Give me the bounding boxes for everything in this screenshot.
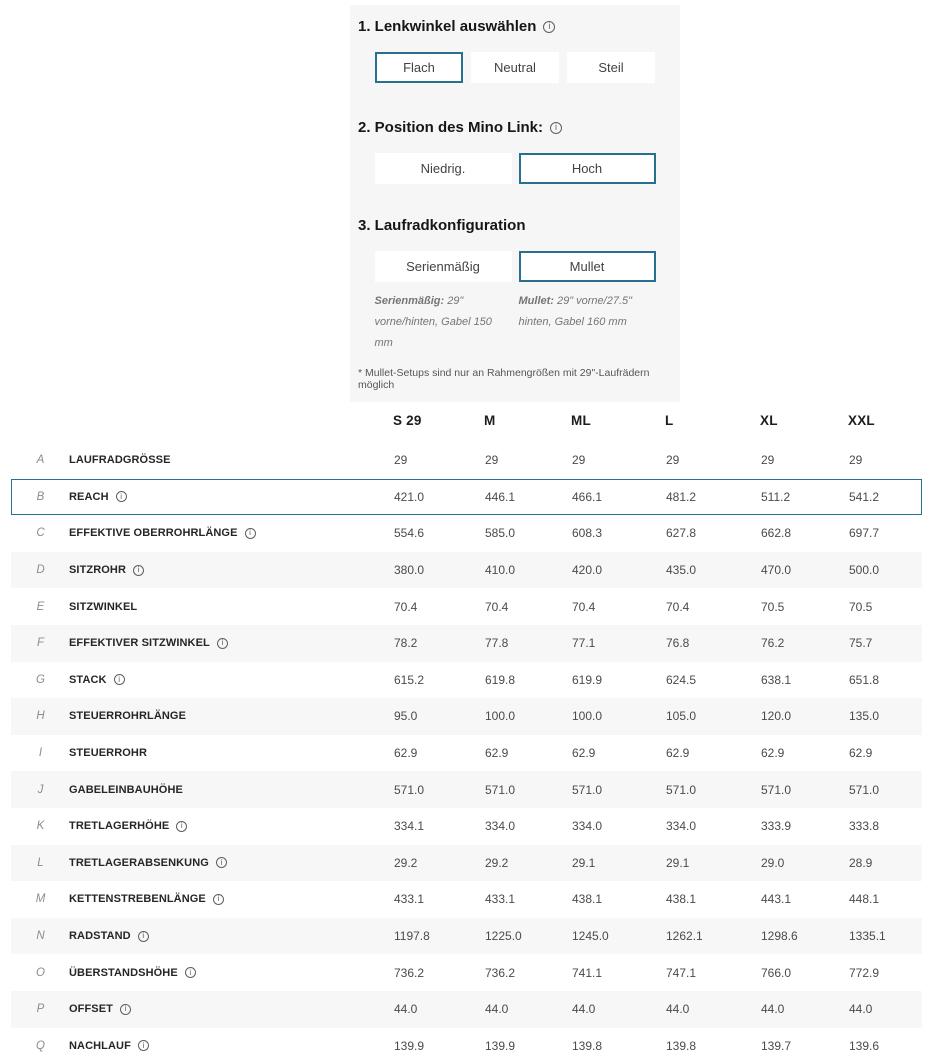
row-label-cell bbox=[69, 1040, 394, 1052]
row-value: 139.8 bbox=[666, 1039, 761, 1053]
row-value: 29 bbox=[666, 453, 761, 467]
column-header-xl: XL bbox=[760, 413, 848, 428]
lenkwinkel-options bbox=[350, 52, 680, 83]
section-title-text: 1. Lenkwinkel auswählen bbox=[358, 18, 536, 35]
row-value: 76.8 bbox=[666, 636, 761, 650]
section-title-text: 3. Laufradkonfiguration bbox=[358, 217, 526, 234]
row-letter: P bbox=[12, 1003, 69, 1015]
row-label-cell bbox=[69, 527, 394, 539]
row-value: 62.9 bbox=[572, 746, 666, 760]
table-row[interactable] bbox=[11, 588, 922, 625]
row-value: 29 bbox=[849, 453, 923, 467]
description-prefix: Serienmäßig: bbox=[375, 295, 445, 307]
row-value: 624.5 bbox=[666, 673, 761, 687]
row-value: 448.1 bbox=[849, 892, 923, 906]
option-mullet-button[interactable]: Mullet bbox=[519, 251, 656, 282]
row-value: 481.2 bbox=[666, 490, 761, 504]
row-value: 571.0 bbox=[485, 783, 572, 797]
row-value: 410.0 bbox=[485, 563, 572, 577]
row-value: 554.6 bbox=[394, 526, 485, 540]
row-label: LAUFRADGRÖSSE bbox=[69, 454, 171, 466]
row-label: TRETLAGERABSENKUNG bbox=[69, 857, 209, 869]
row-value: 638.1 bbox=[761, 673, 849, 687]
info-icon[interactable]: i bbox=[213, 894, 224, 905]
row-value: 29.2 bbox=[485, 856, 572, 870]
row-value: 76.2 bbox=[761, 636, 849, 650]
row-value: 627.8 bbox=[666, 526, 761, 540]
column-header-l: L bbox=[665, 413, 760, 428]
option-serienmaessig-button[interactable]: Serienmäßig bbox=[375, 251, 512, 282]
row-value: 420.0 bbox=[572, 563, 666, 577]
row-value: 433.1 bbox=[485, 892, 572, 906]
row-value: 29 bbox=[572, 453, 666, 467]
row-value: 70.5 bbox=[761, 600, 849, 614]
table-row[interactable] bbox=[11, 442, 922, 479]
option-niedrig-button[interactable]: Niedrig. bbox=[375, 153, 512, 184]
row-label: NACHLAUF bbox=[69, 1040, 131, 1052]
row-value: 772.9 bbox=[849, 966, 923, 980]
row-value: 29.0 bbox=[761, 856, 849, 870]
row-value: 44.0 bbox=[485, 1002, 572, 1016]
row-value: 571.0 bbox=[849, 783, 923, 797]
geometry-table-body bbox=[11, 442, 922, 1064]
row-letter: A bbox=[12, 454, 69, 466]
table-row[interactable] bbox=[11, 991, 922, 1028]
row-value: 697.7 bbox=[849, 526, 923, 540]
table-row[interactable] bbox=[11, 771, 922, 808]
row-label: STEUERROHR bbox=[69, 747, 147, 759]
row-value: 608.3 bbox=[572, 526, 666, 540]
table-row[interactable] bbox=[11, 698, 922, 735]
row-value: 44.0 bbox=[666, 1002, 761, 1016]
row-letter: N bbox=[12, 930, 69, 942]
column-header-m: M bbox=[484, 413, 571, 428]
column-header-xxl: XXL bbox=[848, 413, 922, 428]
table-row[interactable] bbox=[11, 515, 922, 552]
row-label: SITZROHR bbox=[69, 564, 126, 576]
geometry-table bbox=[11, 398, 922, 1064]
row-value: 29 bbox=[394, 453, 485, 467]
info-icon[interactable]: i bbox=[543, 21, 555, 33]
row-letter: I bbox=[12, 747, 69, 759]
row-letter: H bbox=[12, 710, 69, 722]
mino-link-options bbox=[350, 153, 680, 184]
table-row[interactable] bbox=[11, 845, 922, 882]
table-row[interactable] bbox=[11, 808, 922, 845]
row-value: 571.0 bbox=[572, 783, 666, 797]
row-value: 139.6 bbox=[849, 1039, 923, 1053]
info-icon[interactable]: i bbox=[216, 857, 227, 868]
row-value: 77.1 bbox=[572, 636, 666, 650]
row-value: 766.0 bbox=[761, 966, 849, 980]
row-value: 75.7 bbox=[849, 636, 923, 650]
row-letter: F bbox=[12, 637, 69, 649]
row-value: 62.9 bbox=[849, 746, 923, 760]
row-value: 29.2 bbox=[394, 856, 485, 870]
row-value: 438.1 bbox=[666, 892, 761, 906]
row-label: EFFEKTIVER SITZWINKEL bbox=[69, 637, 210, 649]
laufrad-options bbox=[350, 251, 680, 282]
row-value: 135.0 bbox=[849, 709, 923, 723]
section-title-lenkwinkel bbox=[350, 5, 680, 35]
table-row[interactable] bbox=[11, 552, 922, 589]
table-row[interactable] bbox=[11, 735, 922, 772]
row-letter: E bbox=[12, 601, 69, 613]
row-label-cell bbox=[69, 967, 394, 979]
row-letter: K bbox=[12, 820, 69, 832]
row-value: 333.9 bbox=[761, 819, 849, 833]
row-label-cell bbox=[69, 784, 394, 796]
row-value: 70.4 bbox=[394, 600, 485, 614]
row-label: REACH bbox=[69, 491, 109, 503]
mullet-description bbox=[519, 291, 656, 354]
section-title-text: 2. Position des Mino Link: bbox=[358, 119, 543, 136]
row-value: 77.8 bbox=[485, 636, 572, 650]
row-label-cell bbox=[69, 637, 394, 649]
row-letter: G bbox=[12, 674, 69, 686]
row-label-cell bbox=[69, 454, 394, 466]
row-label: KETTENSTREBENLÄNGE bbox=[69, 893, 206, 905]
row-value: 380.0 bbox=[394, 563, 485, 577]
option-neutral-button[interactable]: Neutral bbox=[471, 52, 559, 83]
table-row[interactable] bbox=[11, 479, 922, 516]
info-icon[interactable]: i bbox=[217, 638, 228, 649]
row-label: TRETLAGERHÖHE bbox=[69, 820, 169, 832]
serienmaessig-description bbox=[375, 291, 512, 354]
table-row[interactable] bbox=[11, 625, 922, 662]
row-value: 500.0 bbox=[849, 563, 923, 577]
row-value: 443.1 bbox=[761, 892, 849, 906]
table-row[interactable] bbox=[11, 662, 922, 699]
row-value: 470.0 bbox=[761, 563, 849, 577]
row-value: 741.1 bbox=[572, 966, 666, 980]
row-value: 619.8 bbox=[485, 673, 572, 687]
row-value: 28.9 bbox=[849, 856, 923, 870]
row-label-cell bbox=[69, 674, 394, 686]
row-value: 1197.8 bbox=[394, 929, 485, 943]
row-letter: J bbox=[12, 784, 69, 796]
row-value: 585.0 bbox=[485, 526, 572, 540]
row-letter: Q bbox=[12, 1040, 69, 1052]
row-value: 95.0 bbox=[394, 709, 485, 723]
row-value: 662.8 bbox=[761, 526, 849, 540]
row-value: 1245.0 bbox=[572, 929, 666, 943]
row-letter: B bbox=[12, 491, 69, 503]
row-value: 70.4 bbox=[666, 600, 761, 614]
row-value: 747.1 bbox=[666, 966, 761, 980]
row-letter: L bbox=[12, 857, 69, 869]
table-header-row bbox=[11, 398, 922, 442]
row-value: 44.0 bbox=[849, 1002, 923, 1016]
row-value: 100.0 bbox=[572, 709, 666, 723]
row-label: STEUERROHRLÄNGE bbox=[69, 710, 186, 722]
row-value: 1225.0 bbox=[485, 929, 572, 943]
table-row[interactable] bbox=[11, 1028, 922, 1064]
info-icon[interactable]: i bbox=[116, 491, 127, 502]
mullet-footnote: * Mullet-Setups sind nur an Rahmengrößen mit 29"-Laufrädern möglich bbox=[350, 367, 680, 402]
row-value: 421.0 bbox=[394, 490, 485, 504]
row-letter: M bbox=[12, 893, 69, 905]
row-value: 44.0 bbox=[761, 1002, 849, 1016]
option-flach-button[interactable]: Flach bbox=[375, 52, 463, 83]
description-text: 29" vorne/27.5" hinten, Gabel 160 mm bbox=[519, 295, 633, 328]
row-label: ÜBERSTANDSHÖHE bbox=[69, 967, 178, 979]
row-label-cell bbox=[69, 820, 394, 832]
row-value: 62.9 bbox=[485, 746, 572, 760]
row-value: 120.0 bbox=[761, 709, 849, 723]
row-value: 511.2 bbox=[761, 490, 849, 504]
row-value: 139.9 bbox=[394, 1039, 485, 1053]
info-icon[interactable]: i bbox=[245, 528, 256, 539]
row-letter: O bbox=[12, 967, 69, 979]
row-value: 334.0 bbox=[485, 819, 572, 833]
row-value: 62.9 bbox=[761, 746, 849, 760]
row-label-cell bbox=[69, 601, 394, 613]
row-value: 1335.1 bbox=[849, 929, 923, 943]
row-value: 29.1 bbox=[666, 856, 761, 870]
row-value: 44.0 bbox=[394, 1002, 485, 1016]
row-label-cell bbox=[69, 893, 394, 905]
row-value: 70.4 bbox=[485, 600, 572, 614]
laufrad-descriptions bbox=[350, 291, 680, 354]
table-row[interactable] bbox=[11, 918, 922, 955]
row-value: 571.0 bbox=[666, 783, 761, 797]
row-value: 433.1 bbox=[394, 892, 485, 906]
row-label: RADSTAND bbox=[69, 930, 131, 942]
option-hoch-button[interactable]: Hoch bbox=[519, 153, 656, 184]
row-value: 651.8 bbox=[849, 673, 923, 687]
table-row[interactable] bbox=[11, 881, 922, 918]
row-value: 736.2 bbox=[485, 966, 572, 980]
row-label-cell bbox=[69, 491, 394, 503]
row-label-cell bbox=[69, 930, 394, 942]
info-icon[interactable]: i bbox=[550, 122, 562, 134]
row-value: 29 bbox=[485, 453, 572, 467]
row-label-cell bbox=[69, 857, 394, 869]
row-value: 62.9 bbox=[666, 746, 761, 760]
row-value: 619.9 bbox=[572, 673, 666, 687]
row-value: 139.7 bbox=[761, 1039, 849, 1053]
row-value: 100.0 bbox=[485, 709, 572, 723]
info-icon[interactable]: i bbox=[138, 931, 149, 942]
section-title-laufradkonfiguration bbox=[350, 184, 680, 234]
row-label-cell bbox=[69, 1003, 394, 1015]
row-value: 438.1 bbox=[572, 892, 666, 906]
info-icon[interactable]: i bbox=[138, 1040, 149, 1051]
row-value: 70.4 bbox=[572, 600, 666, 614]
description-prefix: Mullet: bbox=[519, 295, 554, 307]
row-value: 139.9 bbox=[485, 1039, 572, 1053]
row-label: OFFSET bbox=[69, 1003, 113, 1015]
row-value: 44.0 bbox=[572, 1002, 666, 1016]
info-icon[interactable]: i bbox=[114, 674, 125, 685]
column-header-s29: S 29 bbox=[393, 413, 484, 428]
row-value: 466.1 bbox=[572, 490, 666, 504]
table-row[interactable] bbox=[11, 954, 922, 991]
row-value: 334.1 bbox=[394, 819, 485, 833]
description-text: 29" vorne/hinten, Gabel 150 mm bbox=[375, 295, 492, 349]
row-label: EFFEKTIVE OBERROHRLÄNGE bbox=[69, 527, 238, 539]
row-value: 78.2 bbox=[394, 636, 485, 650]
row-value: 105.0 bbox=[666, 709, 761, 723]
row-label: SITZWINKEL bbox=[69, 601, 137, 613]
row-label: STACK bbox=[69, 674, 107, 686]
row-value: 70.5 bbox=[849, 600, 923, 614]
section-title-mino-link bbox=[350, 83, 680, 136]
row-value: 1262.1 bbox=[666, 929, 761, 943]
row-value: 446.1 bbox=[485, 490, 572, 504]
row-value: 62.9 bbox=[394, 746, 485, 760]
row-value: 571.0 bbox=[761, 783, 849, 797]
info-icon[interactable]: i bbox=[120, 1004, 131, 1015]
row-value: 29.1 bbox=[572, 856, 666, 870]
info-icon[interactable]: i bbox=[185, 967, 196, 978]
row-value: 1298.6 bbox=[761, 929, 849, 943]
row-label-cell bbox=[69, 747, 394, 759]
row-label-cell bbox=[69, 710, 394, 722]
geometry-config-panel bbox=[350, 5, 680, 402]
row-value: 139.8 bbox=[572, 1039, 666, 1053]
row-value: 615.2 bbox=[394, 673, 485, 687]
row-value: 333.8 bbox=[849, 819, 923, 833]
row-label-cell bbox=[69, 564, 394, 576]
row-value: 334.0 bbox=[666, 819, 761, 833]
column-header-ml: ML bbox=[571, 413, 665, 428]
info-icon[interactable]: i bbox=[176, 821, 187, 832]
row-value: 571.0 bbox=[394, 783, 485, 797]
row-value: 29 bbox=[761, 453, 849, 467]
row-letter: D bbox=[12, 564, 69, 576]
row-value: 334.0 bbox=[572, 819, 666, 833]
info-icon[interactable]: i bbox=[133, 565, 144, 576]
option-steil-button[interactable]: Steil bbox=[567, 52, 655, 83]
row-value: 541.2 bbox=[849, 490, 923, 504]
row-value: 435.0 bbox=[666, 563, 761, 577]
row-value: 736.2 bbox=[394, 966, 485, 980]
row-letter: C bbox=[12, 527, 69, 539]
row-label: GABELEINBAUHÖHE bbox=[69, 784, 183, 796]
